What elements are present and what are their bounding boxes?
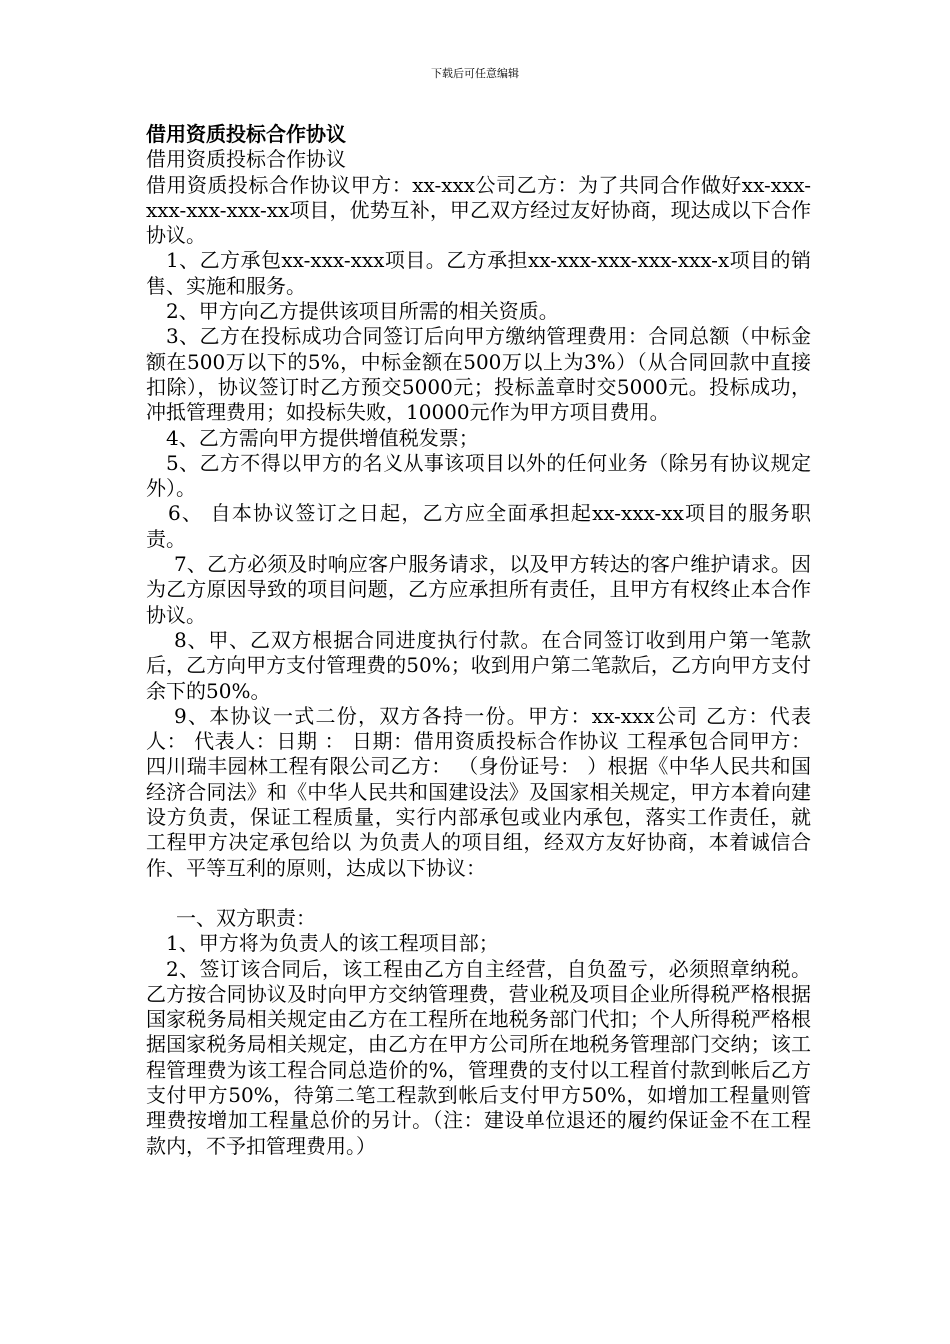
intro-paragraph: 借用资质投标合作协议甲方：xx-xxx公司乙方：为了共同合作做好xx-xxx-xxx-xxx-xxx-xx项目，优势互补，甲乙双方经过友好协商，现达成以下合作协议。 [146,172,811,248]
clause-9: 9、本协议一式二份，双方各持一份。甲方：xx-xxx公司 乙方：代表人： 代表人：日期 ： 日期：借用资质投标合作协议 工程承包合同甲方：四川瑞丰园林工程有限公司乙方： （身份证号： ）根据《中华人民共和国经济合同法》和《中华人民共和国建设法》及国家相关规定，甲方本着向建设方负责，保证工程质量，实行内部承包或业内承包，落实工作责任，就 工程甲方决定承包给以 为负责人的项目组，经双方友好协商，本着诚信合作、平等互利的原则，达成以下协议： [146,703,811,880]
clause-5: 5、乙方不得以甲方的名义从事该项目以外的任何业务（除另有协议规定外）。 [146,450,811,501]
document-subtitle: 借用资质投标合作协议 [146,147,346,172]
section-heading-duties: 一、双方职责： [176,905,316,930]
blank-line [146,881,811,906]
document-title: 借用资质投标合作协议 [146,122,346,146]
clause-2: 2、甲方向乙方提供该项目所需的相关资质。 [166,299,559,324]
duty-clause-2: 2、签订该合同后，该工程由乙方自主经营，自负盈亏，必须照章纳税。乙方按合同协议及时向甲方交纳管理费，营业税及项目企业所得税严格根据国家税务局相关规定由乙方在工程所在地税务部门代扣；个人所得税严格根据国家税务局相关规定，由乙方在甲方公司所在地税务管理部门交纳；该工程管理费为该工程合同总造价的%，管理费的支付以工程首付款到帐后乙方支付甲方50%，待第二笔工程款到帐后支付甲方50%，如增加工程量则管理费按增加工程量总价的另计。（注：建设单位退还的履约保证金不在工程款内，不予扣管理费用。） [146,956,811,1158]
clause-7: 7、乙方必须及时响应客户服务请求，以及甲方转达的客户维护请求。因为乙方原因导致的项目问题，乙方应承担所有责任，且甲方有权终止本合作协议。 [146,552,811,627]
clause-6: 6、 自本协议签订之日起，乙方应全面承担起xx-xxx-xx项目的服务职责。 [146,501,811,551]
duty-clause-1: 1、甲方将为负责人的该工程项目部； [166,931,499,956]
clause-3: 3、乙方在投标成功合同签订后向甲方缴纳管理费用：合同总额（中标金额在500万以下的5%，中标金额在500万以上为3%）（从合同回款中直接扣除），协议签订时乙方预交5000元；投标盖章时交5000元。投标成功，冲抵管理费用；如投标失败，10000元作为甲方项目费用。 [146,324,811,425]
document-body [146,122,811,1159]
clause-8: 8、甲、乙双方根据合同进度执行付款。在合同签订收到用户第一笔款后，乙方向甲方支付管理费的50%；收到用户第二笔款后，乙方向甲方支付余下的50%。 [146,627,811,703]
page-header-note: 下载后可任意编辑 [431,67,519,80]
clause-4: 4、乙方需向甲方提供增值税发票； [166,425,479,450]
clause-1: 1、乙方承包xx-xxx-xxx项目。乙方承担xx-xxx-xxx-xxx-xxx-x项目的销售、实施和服务。 [146,248,811,298]
